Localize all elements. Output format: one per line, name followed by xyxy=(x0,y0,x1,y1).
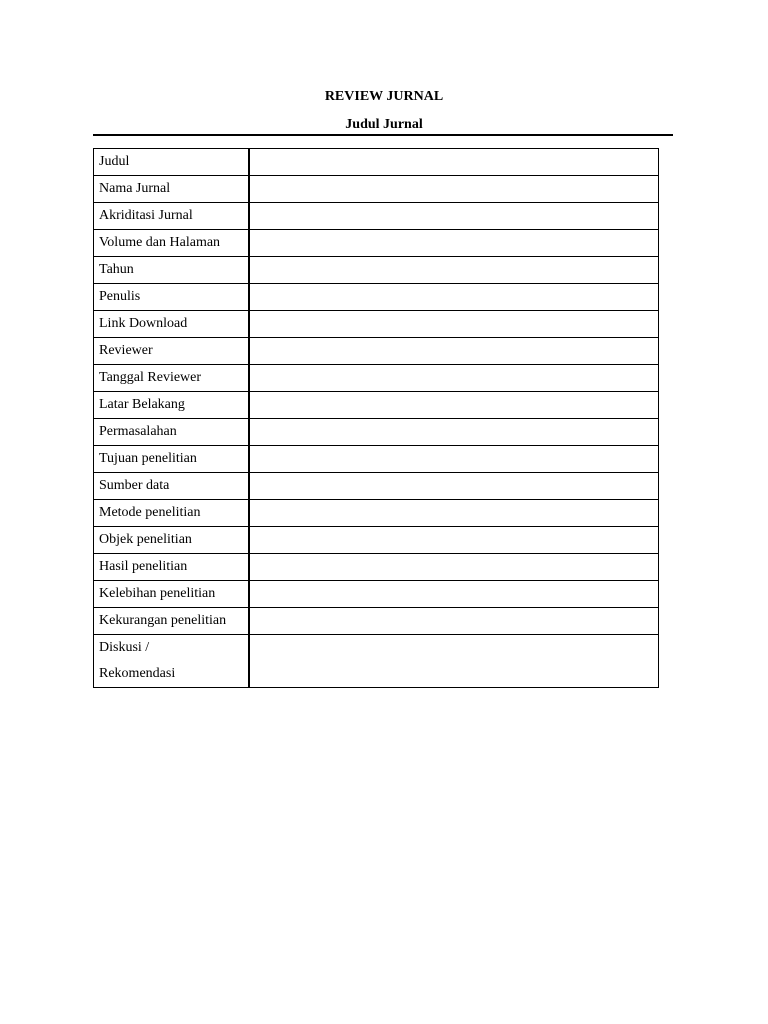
row-value[interactable] xyxy=(249,257,659,284)
row-value[interactable] xyxy=(249,527,659,554)
table-row xyxy=(94,365,659,392)
row-value[interactable] xyxy=(249,419,659,446)
row-label: Akriditasi Jurnal xyxy=(94,203,250,230)
row-value[interactable] xyxy=(249,176,659,203)
row-label: Judul xyxy=(94,149,250,176)
table-row xyxy=(94,338,659,365)
row-label xyxy=(94,635,250,688)
row-value[interactable] xyxy=(249,365,659,392)
row-value[interactable] xyxy=(249,473,659,500)
table-row xyxy=(94,473,659,500)
row-label: Tahun xyxy=(94,257,250,284)
row-value[interactable] xyxy=(249,230,659,257)
row-value[interactable] xyxy=(249,338,659,365)
row-label: Tanggal Reviewer xyxy=(94,365,250,392)
table-row xyxy=(94,554,659,581)
table-row xyxy=(94,176,659,203)
table-row xyxy=(94,608,659,635)
row-label: Tujuan penelitian xyxy=(94,446,250,473)
row-label: Objek penelitian xyxy=(94,527,250,554)
table-row xyxy=(94,257,659,284)
row-label: Permasalahan xyxy=(94,419,250,446)
row-label: Hasil penelitian xyxy=(94,554,250,581)
row-value[interactable] xyxy=(249,608,659,635)
page-title: REVIEW JURNAL xyxy=(324,89,444,104)
row-label: Latar Belakang xyxy=(94,392,250,419)
table-row xyxy=(94,527,659,554)
table-row xyxy=(94,392,659,419)
row-label: Kekurangan penelitian xyxy=(94,608,250,635)
row-value[interactable] xyxy=(249,581,659,608)
row-label: Metode penelitian xyxy=(94,500,250,527)
row-value[interactable] xyxy=(249,392,659,419)
table-row xyxy=(94,419,659,446)
row-value[interactable] xyxy=(249,203,659,230)
row-value[interactable] xyxy=(249,311,659,338)
table-row xyxy=(94,581,659,608)
title-divider xyxy=(93,134,673,136)
row-value[interactable] xyxy=(249,554,659,581)
row-label-line: Rekomendasi xyxy=(99,666,176,681)
row-label: Sumber data xyxy=(94,473,250,500)
row-value[interactable] xyxy=(249,284,659,311)
row-value[interactable] xyxy=(249,635,659,688)
row-label: Reviewer xyxy=(94,338,250,365)
row-value[interactable] xyxy=(249,446,659,473)
table-row xyxy=(94,230,659,257)
table-row xyxy=(94,446,659,473)
row-label: Link Download xyxy=(94,311,250,338)
review-table xyxy=(93,148,659,688)
row-label-line: Diskusi / xyxy=(99,640,150,655)
table-row xyxy=(94,284,659,311)
row-label: Volume dan Halaman xyxy=(94,230,250,257)
table-row xyxy=(94,149,659,176)
row-label: Penulis xyxy=(94,284,250,311)
row-label: Kelebihan penelitian xyxy=(94,581,250,608)
table-row xyxy=(94,311,659,338)
table-row-diskusi xyxy=(94,635,659,688)
table-row xyxy=(94,203,659,230)
journal-title-heading: Judul Jurnal xyxy=(345,117,423,132)
row-value[interactable] xyxy=(249,500,659,527)
row-value[interactable] xyxy=(249,149,659,176)
row-label: Nama Jurnal xyxy=(94,176,250,203)
review-table-body xyxy=(94,149,659,688)
table-row xyxy=(94,500,659,527)
